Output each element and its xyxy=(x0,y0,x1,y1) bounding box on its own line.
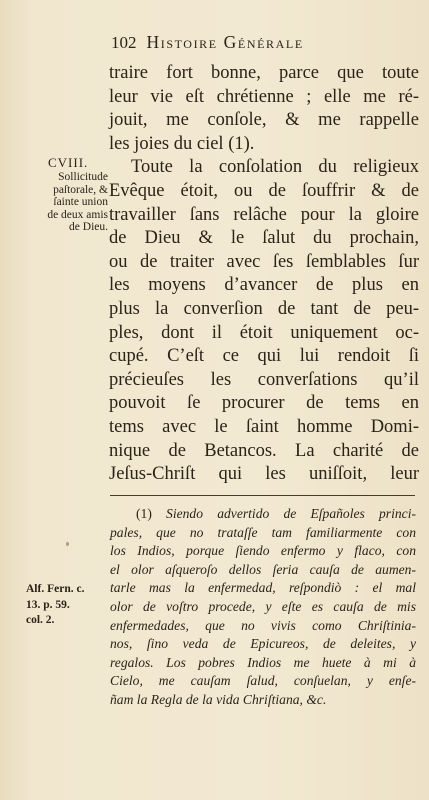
margin-heading-line: de deux amis xyxy=(47,208,108,221)
running-title: Histoire Générale xyxy=(146,32,304,52)
text-line: pouvoit ſe procurer de tems en xyxy=(109,393,419,414)
footnote-line: enfermedades, que no vivis como Chriſtinia- xyxy=(110,617,416,633)
text-line: tems avec le ſaint homme Domi- xyxy=(109,416,419,437)
text-line: jouit, me conſole, & me rappelle xyxy=(109,110,419,131)
side-reference-line: 13. p. 59. xyxy=(26,598,70,611)
text-line: leur vie eſt chrétienne ; elle me ré- xyxy=(109,86,419,107)
margin-heading xyxy=(22,155,108,234)
paper-speck xyxy=(66,542,69,546)
footnote-line: (1) Siendo advertido de Eſpañoles princi- xyxy=(136,506,416,521)
footnote-line: pales, que no trataſſe tam familiarmente con xyxy=(110,524,416,540)
page-number: 102 xyxy=(111,33,137,52)
side-reference-line: col. 2. xyxy=(26,614,55,626)
footnote-rule xyxy=(110,495,415,496)
text-line: traire fort bonne, parce que toute xyxy=(109,63,419,83)
text-line: ples, dont il étoit uniquement oc- xyxy=(109,322,419,343)
footnote xyxy=(110,505,416,710)
text-line: Jeſus-Chriſt qui les uniſſoit, leur xyxy=(109,464,419,485)
margin-heading-line: paſtorale, & xyxy=(53,183,108,196)
footnote-line: olor de voſtro procede, y eſte es cauſa de mis xyxy=(110,598,416,614)
side-reference-line: Alf. Fern. c. xyxy=(26,583,85,595)
footnote-line: regalos. Los pobres Indios me huete à mi à xyxy=(110,654,416,670)
margin-heading-line: ſainte union xyxy=(53,196,108,208)
text-line: Toute la conſolation du religieux xyxy=(131,157,419,178)
footnote-line: los Indios, porque ſiendo enfermo y flaco, con xyxy=(110,543,416,559)
text-line: précieuſes les converſations qu’il xyxy=(109,369,419,390)
side-reference xyxy=(26,582,108,629)
text-line: les moyens d’avancer de plus en xyxy=(109,275,419,296)
running-header xyxy=(111,32,411,53)
section-number: CVIII. xyxy=(48,155,89,170)
footnote-line: ñam la Regla de la vida Chriſtiana, &c. xyxy=(110,691,327,707)
text-line: de Dieu & le ſalut du prochain, xyxy=(109,228,419,249)
footnote-line: tarle mas la enfermedad, reſpondiò : el mal xyxy=(110,580,416,596)
text-line: cupé. C’eſt ce qui lui rendoit ſi xyxy=(109,346,419,367)
text-line: les joies du ciel (1). xyxy=(109,133,255,154)
footnote-line: Cielo, me cauſam ſalud, conſuelan, y enſe- xyxy=(110,673,416,689)
footnote-line: el olor aſqueroſo dellos ſeria cauſa de aumen- xyxy=(110,561,416,577)
margin-heading-line: Sollicitude xyxy=(58,171,108,183)
main-text xyxy=(109,62,419,487)
text-line: travailler ſans relâche pour la gloire xyxy=(109,204,419,225)
footnote-mark: (1) xyxy=(136,506,152,521)
text-line: nique de Betancos. La charité de xyxy=(109,440,419,461)
text-line: ou de traiter avec ſes ſemblables ſur xyxy=(109,251,419,272)
footnote-line: nos, ſino veda de Epicureos, de deleites, y xyxy=(110,636,416,652)
margin-heading-line: de Dieu. xyxy=(69,221,108,233)
text-line: Evêque étoit, ou de ſouffrir & de xyxy=(109,180,419,201)
text-line: plus la converſion de tant de peu- xyxy=(109,298,419,319)
